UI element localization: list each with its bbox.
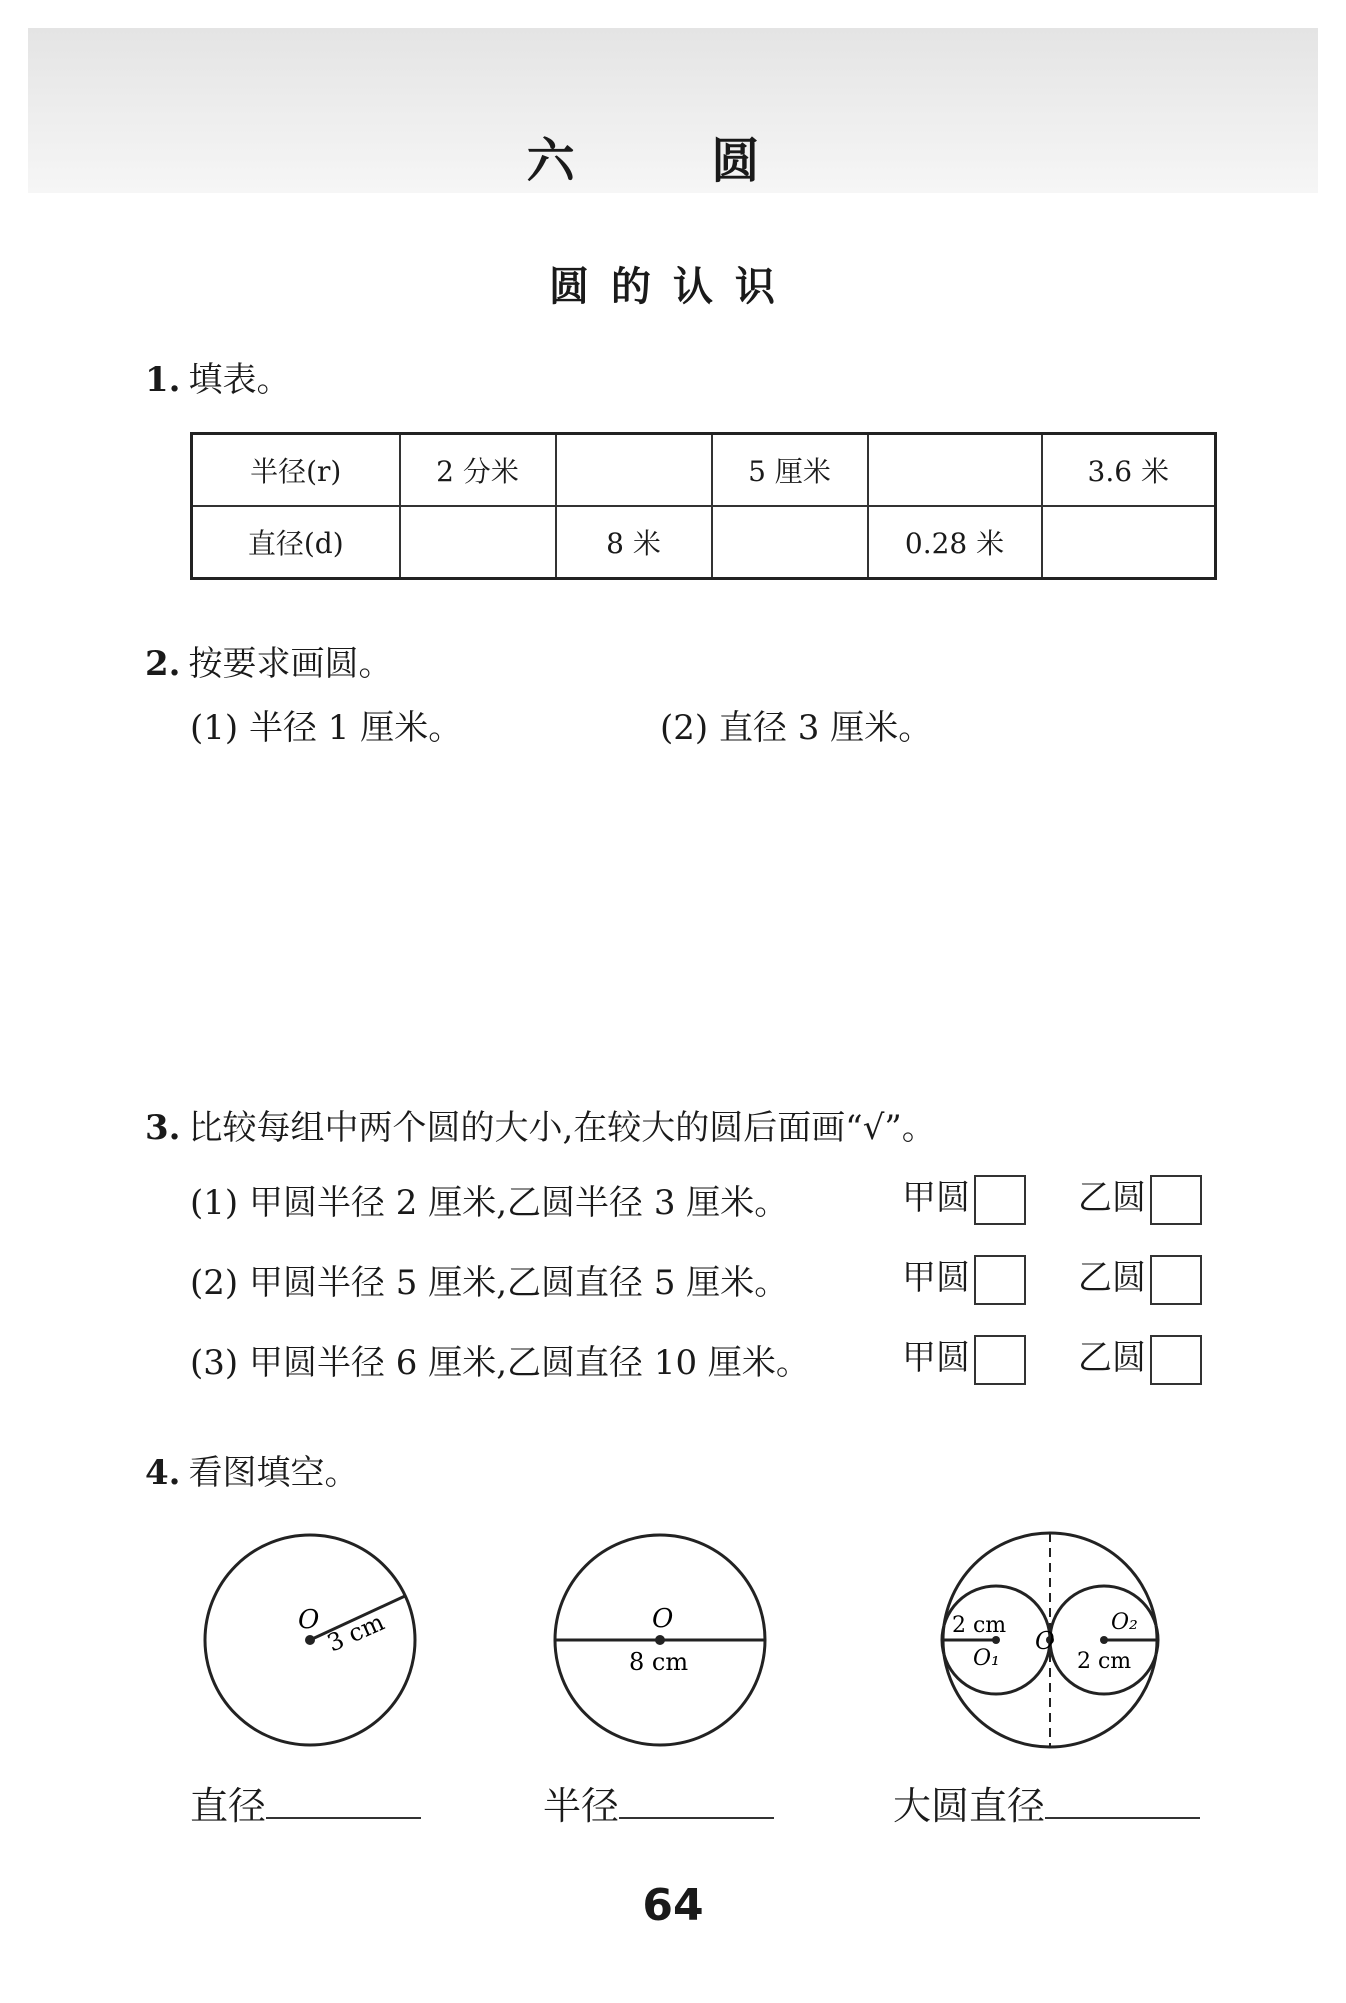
table-row-diameter — [192, 506, 1216, 579]
question-3-item-1-answer-b — [1078, 1170, 1202, 1225]
question-2-item-2: (2) 直径 3 厘米。 — [660, 708, 933, 748]
table-cell: 0.28 米 — [868, 506, 1042, 579]
figure-circle-diameter — [540, 1520, 780, 1760]
question-3-item-1-answer-a — [902, 1170, 1026, 1225]
drawing-area[interactable] — [140, 760, 1220, 1080]
question-3-item-2-answer-a — [902, 1250, 1026, 1305]
table-header-radius: 半径(r) — [192, 434, 400, 507]
circle-b-label: 乙圆 — [1078, 1178, 1146, 1218]
checkbox-circle-a[interactable] — [974, 1255, 1026, 1305]
answer-blank[interactable] — [1045, 1781, 1200, 1819]
circle-b-label: 乙圆 — [1078, 1258, 1146, 1298]
checkbox-circle-b[interactable] — [1150, 1255, 1202, 1305]
answer-radius-label: 半径 — [543, 1784, 620, 1828]
answer-big-diameter-label: 大圆直径 — [893, 1784, 1046, 1828]
question-3-item-3-answer-b — [1078, 1330, 1202, 1385]
question-3-item-3-answer-a — [902, 1330, 1026, 1385]
table-cell-blank[interactable] — [400, 506, 556, 579]
circle-a-label: 甲圆 — [902, 1338, 970, 1378]
center-label: O — [298, 1605, 320, 1635]
radius-diameter-table — [190, 432, 1217, 580]
page-number: 64 — [642, 1880, 704, 1931]
question-3-item-1 — [190, 1175, 788, 1224]
answer-diameter-label: 直径 — [190, 1784, 267, 1828]
answer-blank[interactable] — [266, 1781, 421, 1819]
circle-a-label: 甲圆 — [902, 1258, 970, 1298]
question-1-title: 填表。 — [188, 360, 291, 400]
circle-b-label: 乙圆 — [1078, 1338, 1146, 1378]
question-1-heading — [145, 352, 291, 401]
table-row-radius — [192, 434, 1216, 507]
table-cell: 2 分米 — [400, 434, 556, 507]
question-3-heading — [145, 1100, 936, 1149]
question-3-item-text: (3) 甲圆半径 6 厘米,乙圆直径 10 厘米。 — [190, 1343, 810, 1383]
table-cell-blank[interactable] — [556, 434, 712, 507]
right-measure-label: 2 cm — [1077, 1649, 1132, 1674]
question-1-number: 1. — [145, 360, 181, 400]
checkbox-circle-a[interactable] — [974, 1335, 1026, 1385]
question-3-number: 3. — [145, 1108, 181, 1148]
question-3-title: 比较每组中两个圆的大小,在较大的圆后面画“√”。 — [188, 1108, 936, 1148]
center-label: O — [652, 1604, 674, 1634]
center-point — [305, 1635, 315, 1645]
chapter-title: 六 圆 — [526, 133, 820, 189]
section-title: 圆的认识 — [549, 264, 797, 310]
question-3-item-text: (1) 甲圆半径 2 厘米,乙圆半径 3 厘米。 — [190, 1183, 789, 1223]
question-3-item-text: (2) 甲圆半径 5 厘米,乙圆直径 5 厘米。 — [190, 1263, 789, 1303]
left-measure-label: 2 cm — [952, 1613, 1007, 1638]
right-center-point — [1100, 1636, 1108, 1644]
big-center-label: O — [1035, 1627, 1055, 1655]
radius-measure-label: 3 cm — [323, 1607, 389, 1658]
table-cell-blank[interactable] — [1042, 506, 1216, 579]
figure-circle-radius — [190, 1520, 430, 1760]
question-3-item-2 — [190, 1255, 788, 1304]
question-2-heading — [145, 636, 393, 685]
answer-big-diameter — [893, 1775, 1200, 1830]
right-center-label: O₂ — [1111, 1610, 1138, 1635]
checkbox-circle-b[interactable] — [1150, 1175, 1202, 1225]
table-cell: 8 米 — [556, 506, 712, 579]
circle-a-label: 甲圆 — [902, 1178, 970, 1218]
question-4-number: 4. — [145, 1453, 181, 1493]
question-2-number: 2. — [145, 644, 181, 684]
table-header-diameter: 直径(d) — [192, 506, 400, 579]
question-2-title: 按要求画圆。 — [188, 644, 393, 684]
answer-diameter — [190, 1775, 421, 1830]
checkbox-circle-a[interactable] — [974, 1175, 1026, 1225]
table-cell: 5 厘米 — [712, 434, 868, 507]
center-point — [655, 1635, 665, 1645]
table-cell: 3.6 米 — [1042, 434, 1216, 507]
answer-radius — [543, 1775, 774, 1830]
table-cell-blank[interactable] — [868, 434, 1042, 507]
question-4-title: 看图填空。 — [188, 1453, 359, 1493]
checkbox-circle-b[interactable] — [1150, 1335, 1202, 1385]
question-2-item-1: (1) 半径 1 厘米。 — [190, 708, 463, 748]
answer-blank[interactable] — [619, 1781, 774, 1819]
figure-nested-circles — [935, 1515, 1185, 1765]
question-4-heading — [145, 1445, 359, 1494]
diameter-measure-label: 8 cm — [629, 1648, 689, 1676]
question-3-item-2-answer-b — [1078, 1250, 1202, 1305]
left-center-label: O₁ — [973, 1646, 1000, 1671]
question-3-item-3 — [190, 1335, 810, 1384]
table-cell-blank[interactable] — [712, 506, 868, 579]
